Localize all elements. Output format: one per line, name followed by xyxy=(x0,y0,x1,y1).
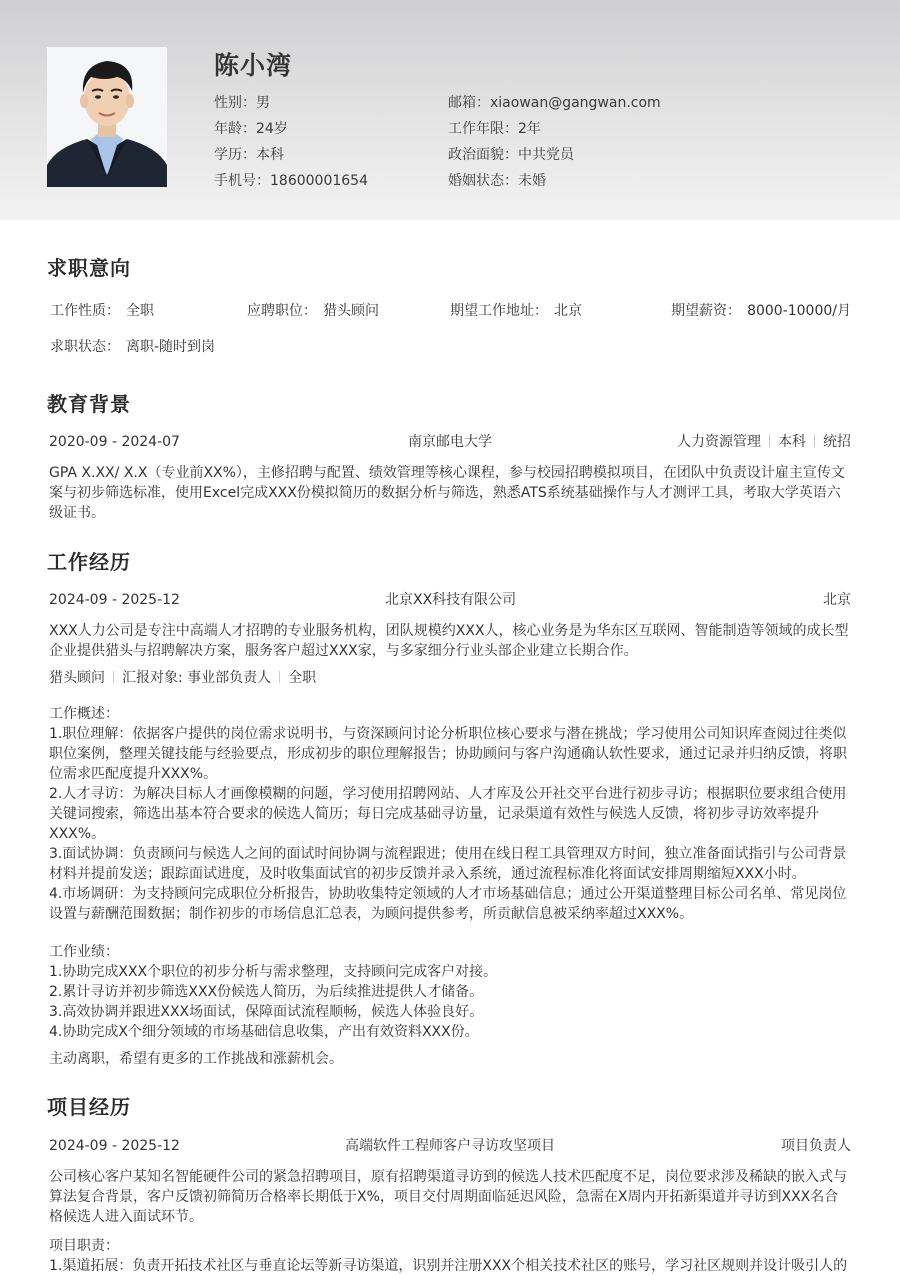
project-duties xyxy=(49,1236,852,1276)
project-name: 高端软件工程师客户寻访攻坚项目 xyxy=(345,1138,555,1154)
intent-position-label: 应聘职位： xyxy=(247,303,317,319)
work-role-line xyxy=(49,668,316,688)
intent-location-label: 期望工作地址： xyxy=(450,303,548,319)
work-achievement-item: 1.协助完成XXX个职位的初步分析与需求整理，支持顾问完成客户对接。 xyxy=(49,964,498,980)
work-job-type: 全职 xyxy=(288,670,317,686)
work-overview-item: 1.职位理解：依据客户提供的岗位需求说明书，与资深顾问讨论分析职位核心要求与潜在挑战；学习使用公司知识库查阅过往类似职位案例，整理关键技能与经验要点，形成初步的职位理解报告；协助顾问与客户沟通确认软性要求，通过记录并归纳反馈，将职位需求匹配度提升XXX%。 xyxy=(49,726,847,782)
section-title-intent: 求职意向 xyxy=(47,256,131,280)
separator xyxy=(279,671,280,683)
work-role: 猎头顾问 xyxy=(49,670,105,686)
section-title-education: 教育背景 xyxy=(47,392,131,416)
work-overview-title: 工作概述： xyxy=(49,706,119,722)
phone-info: 手机号：18600001654 xyxy=(214,173,368,189)
education-school: 南京邮电大学 xyxy=(408,434,492,450)
intent-salary-label: 期望薪资： xyxy=(671,303,742,319)
work-period: 2024-09 - 2025-12 xyxy=(49,592,180,608)
work-leave-reason: 主动离职，希望有更多的工作挑战和涨薪机会。 xyxy=(49,1051,343,1067)
work-achievement-item: 3.高效协调并跟进XXX场面试，保障面试流程顺畅，候选人体验良好。 xyxy=(49,1004,484,1020)
project-duty-item: 1.渠道拓展：负责开拓技术社区与垂直论坛等新寻访渠道，识别并注册XXX个相关技术社区的账号，学习社区规则并设计吸引人的 xyxy=(49,1258,848,1274)
project-duties-title: 项目职责： xyxy=(49,1238,119,1254)
gender-info: 性别：男 xyxy=(214,95,270,111)
person-portrait-icon xyxy=(47,47,167,187)
education-details xyxy=(677,432,851,452)
education-admission: 统招 xyxy=(823,434,851,450)
work-overview-item: 2.人才寻访：为解决目标人才画像模糊的问题，学习使用招聘网站、人才库及公开社交平台进行初步寻访；根据职位要求组合使用关键词搜索，筛选出基本符合要求的候选人简历；每日完成基础寻访量，记录渠道有效性与候选人反馈，将初步寻访效率提升XXX%。 xyxy=(49,786,847,842)
intent-type-label: 工作性质： xyxy=(50,303,120,319)
intent-status xyxy=(50,337,215,357)
work-company: 北京XX科技有限公司 xyxy=(385,592,517,608)
intent-status-label: 求职状态： xyxy=(50,339,120,355)
work-years-info: 工作年限：2年 xyxy=(448,121,541,137)
intent-salary xyxy=(671,301,851,321)
political-info: 政治面貌：中共党员 xyxy=(448,147,574,163)
education-description: GPA X.XX/ X.X（专业前XX%），主修招聘与配置、绩效管理等核心课程，参与校园招聘模拟项目，在团队中负责设计雇主宣传文案与初步筛选标准，使用Excel完成XXX份模拟简历的数据分析与筛选，熟悉ATS系统基础操作与人才测评工具，考取大学英语六级证书。 xyxy=(49,465,845,521)
intent-status-value: 离职-随时到岗 xyxy=(126,339,216,355)
separator xyxy=(814,435,815,447)
intent-location xyxy=(450,301,582,321)
education-degree: 本科 xyxy=(778,434,806,450)
project-period: 2024-09 - 2025-12 xyxy=(49,1138,180,1154)
work-overview-item: 3.面试协调：负责顾问与候选人之间的面试时间协调与流程跟进；使用在线日程工具管理双方时间，独立准备面试指引与公司背景材料并提前发送；跟踪面试进度，及时收集面试官的初步反馈并录入系统，通过流程标准化将面试安排周期缩短XXX小时。 xyxy=(49,846,847,882)
profile-photo xyxy=(47,47,167,187)
marital-info: 婚姻状态：未婚 xyxy=(448,173,546,189)
intent-salary-value: 8000-10000/月 xyxy=(747,303,851,319)
work-report-to: 汇报对象: 事业部负责人 xyxy=(122,670,272,686)
work-achievements-title: 工作业绩： xyxy=(49,944,119,960)
intent-position-value: 猎头顾问 xyxy=(323,303,379,319)
work-achievements xyxy=(49,942,852,1042)
section-title-project: 项目经历 xyxy=(47,1095,131,1119)
intent-position xyxy=(247,301,379,321)
intent-location-value: 北京 xyxy=(554,303,582,319)
intent-type-value: 全职 xyxy=(126,303,154,319)
age-info: 年龄：24岁 xyxy=(214,121,288,137)
email-info: 邮箱：xiaowan@gangwan.com xyxy=(448,95,661,111)
work-achievement-item: 4.协助完成X个细分领域的市场基础信息收集，产出有效资料XXX份。 xyxy=(49,1024,479,1040)
separator xyxy=(113,671,114,683)
project-role: 项目负责人 xyxy=(781,1138,851,1154)
work-city: 北京 xyxy=(823,592,851,608)
work-achievement-item: 2.累计寻访并初步筛选XXX份候选人简历，为后续推进提供人才储备。 xyxy=(49,984,484,1000)
work-intro: XXX人力公司是专注中高端人才招聘的专业服务机构，团队规模约XXX人，核心业务是为华东区互联网、智能制造等领域的成长型企业提供猎头与招聘解决方案，服务客户超过XXX家，与多家细分行业头部企业建立长期合作。 xyxy=(49,623,849,659)
separator xyxy=(769,435,770,447)
project-description: 公司核心客户某知名智能硬件公司的紧急招聘项目，原有招聘渠道寻访到的候选人技术匹配度不足，岗位要求涉及稀缺的嵌入式与算法复合背景，客户反馈初筛简历合格率长期低于X%，项目交付周期面临延迟风险，急需在X周内开拓新渠道并寻访到XXX名合格候选人进入面试环节。 xyxy=(49,1169,847,1225)
section-title-work: 工作经历 xyxy=(47,550,131,574)
intent-type xyxy=(50,301,154,321)
candidate-name: 陈小湾 xyxy=(214,51,293,80)
education-major: 人力资源管理 xyxy=(677,434,761,450)
work-overview xyxy=(49,704,852,924)
education-period: 2020-09 - 2024-07 xyxy=(49,434,180,450)
work-overview-item: 4.市场调研：为支持顾问完成职位分析报告，协助收集特定领域的人才市场基础信息；通过公开渠道整理目标公司名单、常见岗位设置与薪酬范围数据；制作初步的市场信息汇总表，为顾问提供参考，所贡献信息被采纳率超过XXX%。 xyxy=(49,886,847,922)
education-info: 学历：本科 xyxy=(214,147,284,163)
